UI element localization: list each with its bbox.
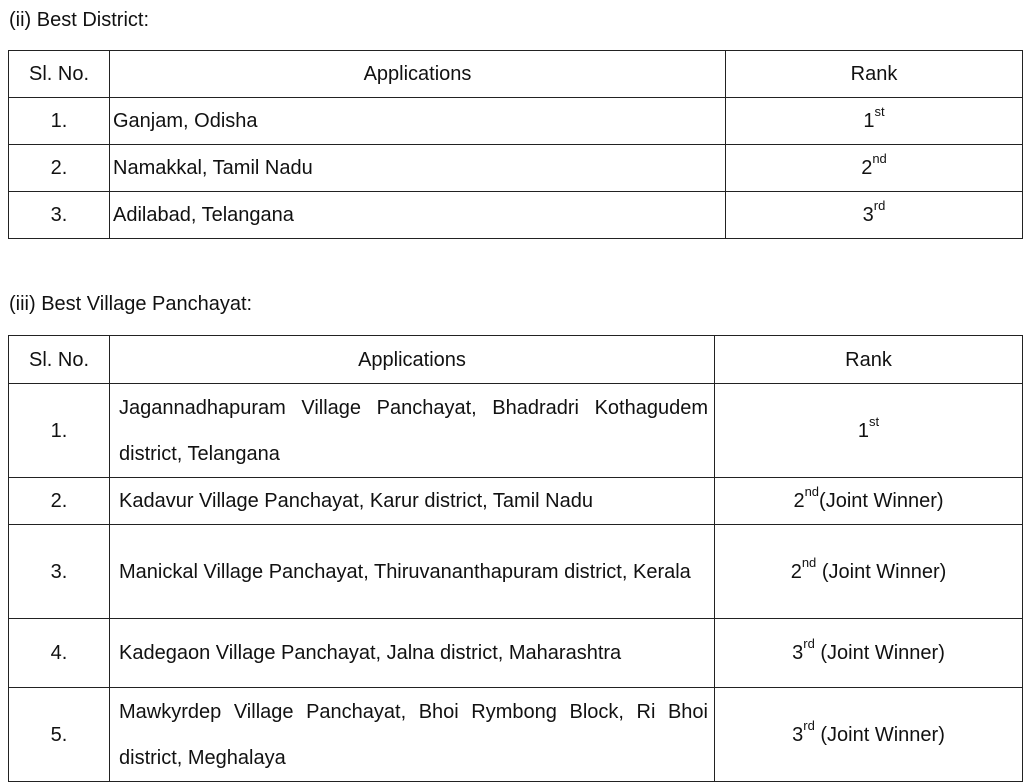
rank-number: 3 [792,642,804,664]
sl-no-cell: 1. [9,384,110,478]
sl-no-cell: 2. [9,145,110,192]
rank-cell [715,619,1023,688]
sl-no-cell: 3. [9,525,110,619]
rank-cell [715,478,1023,525]
sl-no-cell: 4. [9,619,110,688]
rank-note: (Joint Winner) [816,560,947,583]
table-row [9,145,1023,192]
best-district-table [8,50,1023,239]
rank-suffix: st [869,413,880,429]
rank-number: 1 [863,110,875,132]
rank-cell [726,98,1023,145]
col-header-rank: Rank [726,51,1023,98]
rank-note: (Joint Winner) [814,723,945,746]
application-cell: Adilabad, Telangana [110,192,726,239]
table-row [9,688,1023,782]
rank-suffix: nd [801,554,817,570]
application-cell: Mawkyrdep Village Panchayat, Bhoi Rymbong Block, Ri Bhoi district, Meghalaya [110,688,715,782]
application-cell: Namakkal, Tamil Nadu [110,145,726,192]
application-cell: Manickal Village Panchayat, Thiruvananthapuram district, Kerala [110,525,715,619]
rank-cell [715,384,1023,478]
table-row [9,192,1023,239]
rank-suffix: rd [873,198,886,214]
rank-suffix: st [874,104,885,120]
application-cell: Kadavur Village Panchayat, Karur district, Tamil Nadu [110,478,715,525]
rank-number: 2 [861,157,873,179]
table-row [9,478,1023,525]
sl-no-cell: 3. [9,192,110,239]
best-district-heading: (ii) Best District: [9,9,149,31]
rank-number: 1 [857,419,869,442]
col-header-rank: Rank [715,336,1023,384]
rank-number: 2 [790,560,802,583]
table-header-row [9,336,1023,384]
rank-number: 2 [793,490,805,512]
rank-cell [726,145,1023,192]
rank-suffix: rd [803,717,815,733]
application-cell: Kadegaon Village Panchayat, Jalna district, Maharashtra [110,619,715,688]
table-row [9,525,1023,619]
rank-cell [715,688,1023,782]
rank-suffix: nd [804,484,820,500]
sl-no-cell: 1. [9,98,110,145]
col-header-sl-no: Sl. No. [9,51,110,98]
rank-number: 3 [792,723,804,746]
table-row [9,619,1023,688]
table-row [9,384,1023,478]
application-cell: Ganjam, Odisha [110,98,726,145]
col-header-applications: Applications [110,51,726,98]
application-cell: Jagannadhapuram Village Panchayat, Bhadradri Kothagudem district, Telangana [110,384,715,478]
best-village-panchayat-heading: (iii) Best Village Panchayat: [9,293,253,315]
rank-note: (Joint Winner) [814,642,945,664]
sl-no-cell: 2. [9,478,110,525]
rank-cell [715,525,1023,619]
rank-suffix: nd [872,151,887,167]
rank-note: (Joint Winner) [819,490,944,512]
rank-suffix: rd [803,636,815,652]
table-row [9,98,1023,145]
table-header-row [9,51,1023,98]
best-village-panchayat-table [8,335,1023,782]
sl-no-cell: 5. [9,688,110,782]
col-header-sl-no: Sl. No. [9,336,110,384]
rank-number: 3 [862,204,874,226]
rank-cell [726,192,1023,239]
col-header-applications: Applications [110,336,715,384]
